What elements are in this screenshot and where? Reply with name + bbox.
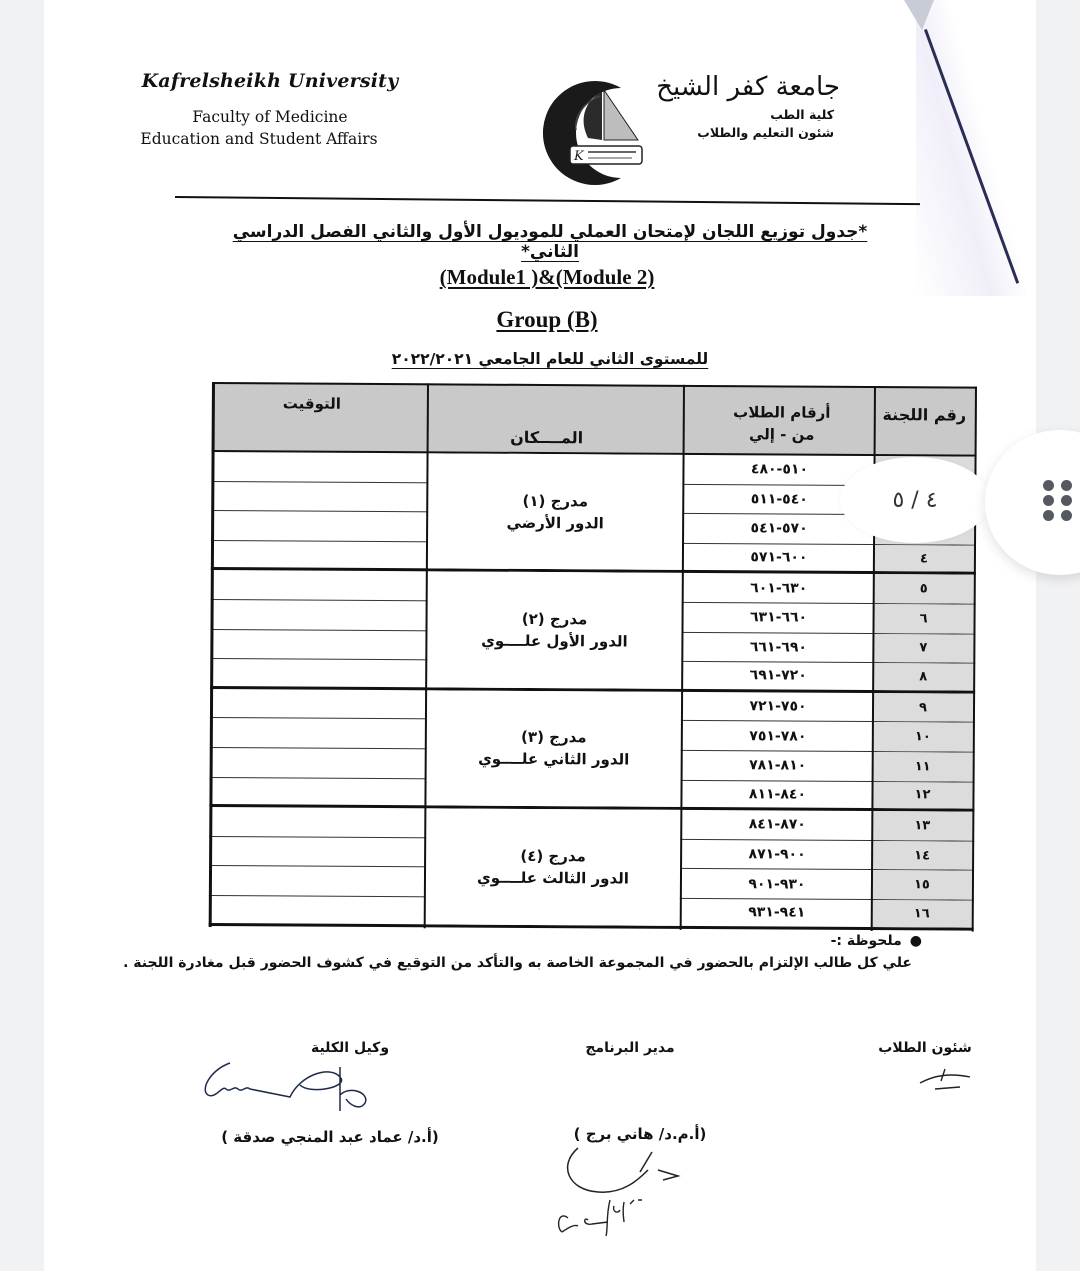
signature-program-director <box>560 1040 700 1056</box>
grid-dots-icon <box>1043 480 1073 520</box>
committee-number: ١١ <box>873 752 973 781</box>
student-id-range: ٨٤٠-٨١١ <box>748 786 807 803</box>
place-cell <box>428 453 683 570</box>
header-student-ids <box>692 401 872 446</box>
note-label: ملحوظة :- <box>830 933 902 949</box>
committee-number: ٨ <box>873 663 973 690</box>
program-director-label: مدير البرنامج <box>585 1040 675 1056</box>
student-id-range: ٩٠٠-٨٧١ <box>748 846 806 863</box>
faculty-name-en: Faculty of Medicine <box>192 108 348 126</box>
level-year-title: للمستوى الثاني للعام الجامعي ٢٠٢٢/٢٠٢١ <box>391 350 709 368</box>
committee-number: ١٢ <box>872 782 972 809</box>
hall-name: مدرج (٣) <box>521 728 587 747</box>
hall-name: مدرج (٤) <box>520 846 586 866</box>
signature-student-affairs <box>870 1040 980 1056</box>
signature-vice-dean <box>290 1040 410 1056</box>
note-text: علي كل طالب الإلتزام بالحضور في المجموعة الخاصة به والتأكد من التوقيع في كشوف الحضور قبل مغادرة اللجنة . <box>123 955 912 971</box>
note-section <box>120 930 922 974</box>
schedule-title: *جدول توزيع اللجان لإمتحان العملي للموديول الأول والثاني الفصل الدراسي الثاني* <box>232 222 868 262</box>
floor-name: الدور الأرضي <box>506 513 604 533</box>
program-director-name: (أ.م.د/ هاني برج ) <box>573 1125 707 1143</box>
header-arabic <box>650 72 840 142</box>
floor-name: الدور الثالث علــــوي <box>476 868 629 888</box>
committee-number: ٩ <box>873 693 973 722</box>
committee-number: ١٥ <box>872 870 972 899</box>
header-english <box>110 70 430 150</box>
student-affairs-signature-mark <box>915 1065 975 1095</box>
place-cell <box>427 572 682 689</box>
faculty-name-ar: كلية الطب <box>770 107 834 122</box>
student-id-range: ٧٥٠-٧٢١ <box>749 698 807 715</box>
university-name-en: Kafrelsheikh University <box>141 70 399 92</box>
vice-dean-name: (أ.د/ عماد عبد المنجي صدقة ) <box>221 1128 439 1146</box>
logo-letter: K <box>574 149 584 164</box>
vice-dean-label: وكيل الكلية <box>310 1040 390 1056</box>
place-cell <box>426 809 681 926</box>
header-place: المــــكان <box>510 427 584 448</box>
floor-name: الدور الأول علــــوي <box>481 631 628 651</box>
department-name-en: Education and Student Affairs <box>140 130 378 148</box>
student-id-range: ٦٠٠-٥٧١ <box>750 549 808 566</box>
student-id-range: ٩٣٠-٩٠١ <box>748 875 806 893</box>
hall-name: مدرج (١) <box>522 491 589 510</box>
floor-name: الدور الثاني علــــوي <box>478 750 630 770</box>
student-id-range: ٧٨٠-٧٥١ <box>749 727 807 745</box>
place-cell <box>426 690 681 807</box>
university-logo <box>526 78 656 188</box>
program-director-signature-mark <box>548 1140 728 1240</box>
student-id-range: ٦٣٠-٦٠١ <box>750 579 808 597</box>
committee-number: ٦ <box>873 604 973 633</box>
modules-title: (Module1 )&(Module 2) <box>439 265 655 289</box>
student-id-range: ٩٤١-٩٣١ <box>748 904 806 921</box>
header-timing: التوقيت <box>282 394 341 413</box>
committee-number: ١٣ <box>872 811 972 840</box>
committee-number: ٧ <box>873 634 973 663</box>
hall-name: مدرج (٢) <box>521 609 588 629</box>
student-id-range: ٧٢٠-٦٩١ <box>749 667 807 685</box>
logo-sail-right <box>604 90 638 140</box>
student-id-range: ٥١٠-٤٨٠ <box>750 461 809 478</box>
committee-number: ٥ <box>874 574 974 603</box>
committee-table <box>209 382 977 932</box>
department-name-ar: شئون التعليم والطلاب <box>697 125 834 140</box>
student-id-range: ٨١٠-٧٨١ <box>749 757 807 774</box>
student-id-range: ٨٧٠-٨٤١ <box>748 816 806 834</box>
student-affairs-label: شئون الطلاب <box>878 1040 972 1056</box>
committee-number: ١٦ <box>872 900 972 927</box>
header-student-ids-line1: أرقام الطلاب <box>733 403 831 422</box>
committee-number: ١٠ <box>873 722 973 751</box>
committee-overlay-label: ٤ / ٥ <box>840 457 990 543</box>
student-id-range: ٦٩٠-٦٦١ <box>749 639 807 656</box>
note-bullet: ● <box>909 933 922 949</box>
group-title: Group (B) <box>496 307 598 332</box>
student-id-range: ٥٤٠-٥١١ <box>750 491 808 508</box>
header-student-ids-line2: من - إلي <box>748 425 815 444</box>
header-committee-no: رقم اللجنة <box>882 405 967 425</box>
student-id-range: ٦٦٠-٦٣١ <box>749 609 808 626</box>
university-name-ar: جامعة كفر الشيخ <box>656 72 840 102</box>
vice-dean-signature-mark <box>190 1055 420 1120</box>
student-id-range: ٥٧٠-٥٤١ <box>750 520 808 538</box>
committee-number: ٤ <box>874 545 974 572</box>
committee-number: ١٤ <box>872 841 972 870</box>
